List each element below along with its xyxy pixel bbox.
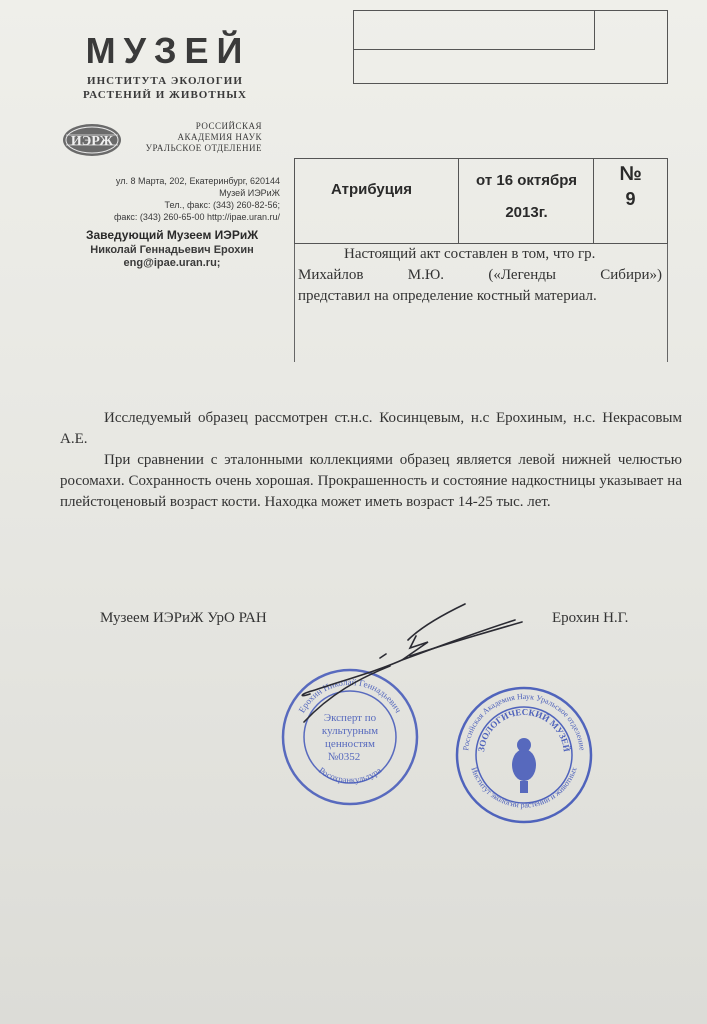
institute-logo-icon (62, 123, 122, 157)
conclusion-paragraph-1: Исследуемый образец рассмотрен ст.н.с. Косинцевым, н.с Ерохиным, н.с. Некрасовым А.Е. (60, 410, 682, 447)
svg-text:Росохранкультура (317, 765, 383, 785)
act-text-line-3: представил на определение костный материал. (298, 288, 597, 304)
attribution-title-cell (295, 159, 459, 243)
registration-box-inner (354, 11, 595, 50)
academy-line-3: УРАЛЬСКОЕ ОТДЕЛЕНИЕ (145, 143, 262, 153)
address-line-3: Тел., факс: (343) 260-82-56; (164, 200, 280, 210)
head-title: Заведующий Музеем ИЭРиЖ (85, 228, 259, 242)
head-person-block (60, 244, 284, 270)
institute-name (60, 74, 270, 102)
attribution-table (294, 158, 668, 244)
date-line-2: 2013г. (505, 204, 548, 221)
right-stamp-ring-top: Российская Академия Наук Уральское отделение (461, 691, 587, 751)
head-person-name: Николай Геннадьевич Ерохин (90, 244, 254, 256)
academy-line-2: АКАДЕМИЯ НАУК (177, 132, 262, 142)
left-stamp-center-2: культурным (321, 725, 379, 737)
act-text-line-1: Настоящий акт составлен в том, что гр. (344, 246, 596, 262)
registration-box (353, 10, 668, 84)
right-stamp-ring-bottom: Институт экологии растений и животных (469, 765, 579, 810)
handwritten-signature (290, 598, 530, 738)
left-stamp-center-1: Эксперт по (323, 712, 377, 724)
museum-title: МУЗЕЙ (85, 30, 251, 71)
number-value: 9 (625, 189, 636, 209)
logo-letters: ИЭРЖ (70, 134, 114, 149)
number-label: № (619, 163, 642, 185)
signature-organization: Музеем ИЭРиЖ УрО РАН (100, 610, 267, 626)
left-stamp-center-4: №0352 (327, 751, 361, 763)
date-line-1: от 16 октября (476, 172, 577, 189)
address-line-1: ул. 8 Марта, 202, Екатеринбург, 620144 (115, 176, 280, 186)
institute-line-1: ИНСТИТУТА ЭКОЛОГИИ (87, 75, 243, 87)
academy-line-1: РОССИЙСКАЯ (195, 121, 262, 131)
academy-block (128, 121, 262, 154)
right-stamp-emblem-icon (512, 738, 536, 793)
left-stamp-ring-bottom: Росохранкультура (316, 765, 384, 786)
attribution-number-cell (594, 159, 667, 243)
conclusion-text (60, 408, 682, 513)
left-stamp-center-3: ценностям (325, 738, 375, 750)
head-email: eng@ipae.uran.ru; (123, 257, 221, 269)
conclusion-paragraph-2: При сравнении с эталонными коллекциями образец является левой нижней челюстью росомахи. Сохранность очень хорошая. Прокрашенность и состояние надкостницы указывает на плейстоценовый возраст кости. Находка может иметь возраст 14-25 тыс. лет. (60, 452, 682, 510)
left-stamp-ring-top: Ерохин Николай Геннадьевич (296, 676, 404, 715)
act-statement (298, 244, 662, 307)
attribution-title: Атрибуция (331, 181, 412, 198)
attribution-date-cell (459, 159, 594, 243)
contact-block (74, 175, 280, 223)
institute-line-2: РАСТЕНИЙ И ЖИВОТНЫХ (82, 89, 247, 101)
signature-name: Ерохин Н.Г. (552, 610, 629, 626)
right-stamp-center: ЗООЛОГИЧЕСКИЙ МУЗЕЙ (476, 706, 572, 753)
act-text-line-2: Михайлов М.Ю. («Легенды Сибири») (298, 267, 662, 283)
address-line-2: Музей ИЭРиЖ (219, 188, 280, 198)
address-line-4: факс: (343) 260-65-00 http://ipae.uran.ru/ (113, 212, 280, 222)
